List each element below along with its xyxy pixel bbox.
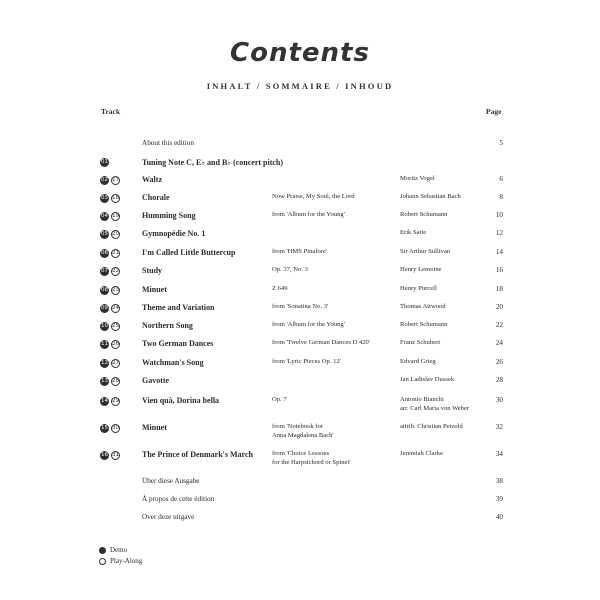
entry-title: Minuet xyxy=(142,285,167,294)
entry-title: Chorale xyxy=(142,193,170,202)
toc-entry xyxy=(0,376,600,390)
entry-composer: Moritz Vogel xyxy=(400,175,435,182)
entry-source: Op. 7 xyxy=(272,396,287,403)
entry-page-number: 5 xyxy=(499,139,503,147)
entry-title: Tuning Note C, E♭ and B♭ (concert pitch) xyxy=(142,158,284,167)
page-title: Contents xyxy=(230,38,370,68)
page-column-header: Page xyxy=(486,107,502,116)
entry-composer: Johann Sebastian Bach xyxy=(400,193,461,200)
entry-composer: Jan Ladislav Dussek xyxy=(400,376,455,383)
play-along-track-number: 23 xyxy=(112,287,119,293)
entry-title: Over deze uitgave xyxy=(142,513,195,521)
entry-page-number: 22 xyxy=(495,321,503,329)
entry-composer: Robert Schumann xyxy=(400,321,448,328)
entry-page-number: 20 xyxy=(495,303,503,311)
toc-entry xyxy=(0,303,600,317)
demo-track-number: 16 xyxy=(101,452,108,458)
entry-source: from 'HMS Pinafore' xyxy=(272,248,328,255)
entry-title: À propos de cette édition xyxy=(142,495,215,503)
filled-circle-icon xyxy=(99,547,106,554)
entry-source: from 'Twelve German Dances D 420' xyxy=(272,339,371,346)
play-along-track-number: 26 xyxy=(112,341,119,347)
entry-composer: Jeremiah Clarke xyxy=(400,450,444,457)
entry-title: Theme and Variation xyxy=(142,303,215,312)
entry-source: Op. 37, No. 3 xyxy=(272,266,308,273)
demo-track-number: 04 xyxy=(101,213,108,219)
entry-source: from 'Lyric Pieces Op. 12' xyxy=(272,358,341,365)
toc-entry xyxy=(0,450,600,464)
entry-title: Gymnopédie No. 1 xyxy=(142,229,206,238)
toc-entry xyxy=(0,423,600,437)
toc-entry xyxy=(0,285,600,299)
demo-track-number: 15 xyxy=(101,425,108,431)
entry-title: Study xyxy=(142,266,163,275)
play-along-track-number: 29 xyxy=(112,398,119,404)
entry-title: Minuet xyxy=(142,423,167,432)
toc-entry xyxy=(0,396,600,410)
toc-entry xyxy=(0,211,600,225)
toc-entry xyxy=(0,193,600,207)
toc-plain-entry xyxy=(0,477,600,491)
toc-plain-entry xyxy=(0,513,600,527)
toc-entry xyxy=(0,248,600,262)
demo-track-number: 13 xyxy=(101,378,108,384)
toc-entry xyxy=(0,358,600,372)
entry-source: from 'Notebook for Anna Magdalena Bach' xyxy=(272,423,334,439)
demo-track-number: 11 xyxy=(101,341,108,347)
entry-page-number: 26 xyxy=(495,358,503,366)
entry-page-number: 10 xyxy=(495,211,503,219)
demo-track-number: 02 xyxy=(101,177,108,183)
entry-title: I'm Called Little Buttercup xyxy=(142,248,236,257)
entry-source: from 'Album for the Young' xyxy=(272,321,345,328)
entry-composer: Robert Schumann xyxy=(400,211,448,218)
entry-composer: Erik Satie xyxy=(400,229,427,236)
entry-title: Humming Song xyxy=(142,211,196,220)
entry-page-number: 6 xyxy=(499,175,503,183)
entry-title: Vien quà, Dorina bella xyxy=(142,396,220,405)
play-along-track-number: 30 xyxy=(112,425,119,431)
entry-page-number: 40 xyxy=(495,513,503,521)
entry-page-number: 8 xyxy=(499,193,503,201)
entry-title: Two German Dances xyxy=(142,339,214,348)
demo-track-number: 07 xyxy=(101,268,108,274)
demo-track-number: 06 xyxy=(101,250,108,256)
entry-source: from 'Album for the Young' xyxy=(272,211,345,218)
play-along-track-number: 31 xyxy=(112,452,119,458)
page-subtitle: INHALT / SOMMAIRE / INHOUD xyxy=(206,81,394,91)
entry-title: Gavotte xyxy=(142,376,170,385)
entry-page-number: 28 xyxy=(495,376,503,384)
entry-composer: Thomas Attwood xyxy=(400,303,446,310)
play-along-track-number: 22 xyxy=(112,268,119,274)
entry-composer: Henry Purcell xyxy=(400,285,437,292)
demo-track-number: 14 xyxy=(101,398,108,404)
toc-entry xyxy=(0,157,600,171)
entry-page-number: 32 xyxy=(495,423,503,431)
entry-page-number: 24 xyxy=(495,339,503,347)
demo-track-number: 09 xyxy=(101,305,108,311)
demo-track-number: 12 xyxy=(101,360,108,366)
toc-entry xyxy=(0,321,600,335)
demo-track-number: 01 xyxy=(101,159,108,165)
track-column-header: Track xyxy=(101,107,121,116)
open-circle-icon xyxy=(99,558,106,565)
demo-track-number: 08 xyxy=(101,287,108,293)
play-along-track-number: 18 xyxy=(112,195,119,201)
legend-play-along-label: Play-Along xyxy=(110,557,143,565)
entry-source: from 'Sonatina No. 3' xyxy=(272,303,329,310)
toc-plain-entry xyxy=(0,139,600,153)
entry-title: Über diese Ausgabe xyxy=(142,477,200,485)
entry-source: from 'Choice Lessons for the Harpsichord or Spinet' xyxy=(272,450,351,466)
demo-track-number: 03 xyxy=(101,195,108,201)
entry-title: Watchman's Song xyxy=(142,358,204,367)
entry-page-number: 39 xyxy=(495,495,503,503)
entry-source: Now Praise, My Soul, the Lord xyxy=(272,193,355,200)
entry-page-number: 12 xyxy=(495,229,503,237)
toc-entry xyxy=(0,266,600,280)
entry-page-number: 14 xyxy=(495,248,503,256)
entry-source: Z 649 xyxy=(272,285,288,292)
play-along-track-number: 25 xyxy=(112,323,119,329)
entry-title: Northern Song xyxy=(142,321,193,330)
toc-entry xyxy=(0,175,600,189)
play-along-track-number: 28 xyxy=(112,378,119,384)
play-along-track-number: 24 xyxy=(112,305,119,311)
play-along-track-number: 21 xyxy=(112,250,119,256)
entry-page-number: 30 xyxy=(495,396,503,404)
toc-entry xyxy=(0,339,600,353)
entry-composer: Antonio Bianchi arr. Carl Maria von Weber xyxy=(400,396,470,412)
entry-title: The Prince of Denmark's March xyxy=(142,450,253,459)
play-along-track-number: 20 xyxy=(112,231,119,237)
entry-page-number: 18 xyxy=(495,285,503,293)
play-along-track-number: 17 xyxy=(112,177,119,183)
toc-plain-entry xyxy=(0,495,600,509)
entry-composer: Franz Schubert xyxy=(400,339,441,346)
demo-track-number: 05 xyxy=(101,231,108,237)
entry-composer: Edvard Grieg xyxy=(400,358,436,365)
entry-page-number: 34 xyxy=(495,450,503,458)
play-along-track-number: 27 xyxy=(112,360,119,366)
entry-title: Waltz xyxy=(142,175,162,184)
entry-page-number: 16 xyxy=(495,266,503,274)
toc-entry xyxy=(0,229,600,243)
legend-demo-label: Demo xyxy=(110,546,128,554)
demo-track-number: 10 xyxy=(101,323,108,329)
entry-title: About this edition xyxy=(142,139,194,147)
entry-page-number: 38 xyxy=(495,477,503,485)
play-along-track-number: 19 xyxy=(112,213,119,219)
entry-composer: Sir Arthur Sullivan xyxy=(400,248,451,255)
entry-composer: attrib. Christian Petzold xyxy=(400,423,463,430)
entry-composer: Henry Lemoine xyxy=(400,266,442,273)
